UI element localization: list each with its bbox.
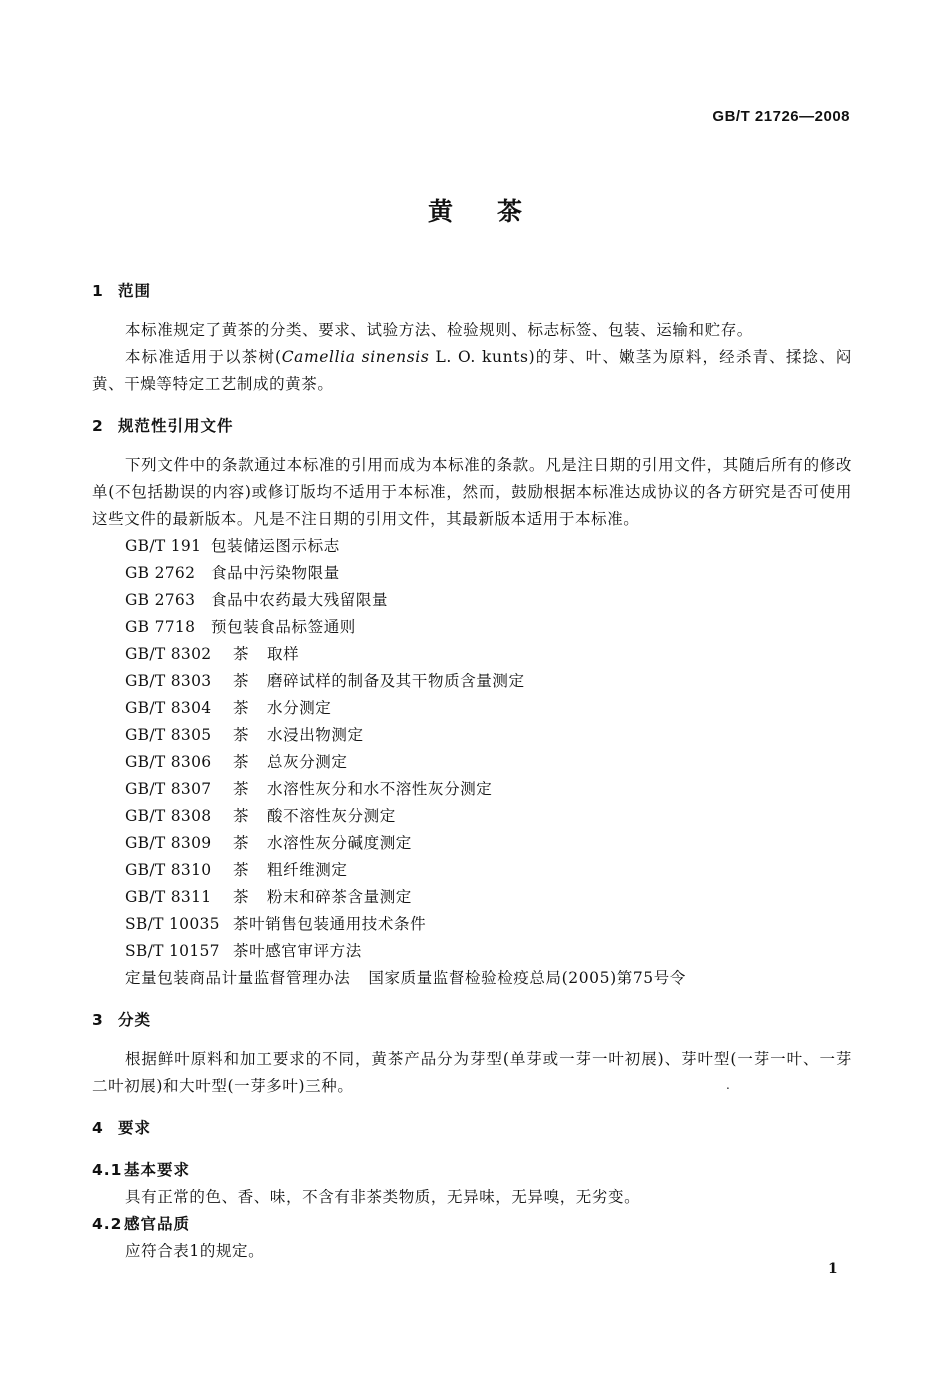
reference-item (125, 722, 852, 749)
reference-issuer: 国家质量监督检验检疫总局(2005)第75号令 (368, 969, 686, 987)
reference-code: GB 2762 (125, 564, 196, 582)
subsection-title: 感官品质 (124, 1215, 191, 1233)
reference-item (125, 749, 852, 776)
reference-name: 水溶性灰分和水不溶性灰分测定 (267, 780, 493, 798)
section-number: 4 (92, 1119, 104, 1137)
subsection-4-2-heading (92, 1211, 852, 1238)
reference-code: GB/T 8307 (125, 780, 212, 798)
reference-category: 茶 (233, 726, 249, 744)
reference-name: 茶叶销售包装通用技术条件 (233, 915, 427, 933)
section-title: 分类 (118, 1011, 152, 1029)
reference-item (125, 911, 852, 938)
scope-paragraph-1: 本标准规定了黄茶的分类、要求、试验方法、检验规则、标志标签、包装、运输和贮存。 (125, 321, 753, 339)
normative-reference-list (92, 533, 852, 965)
section-1-heading (92, 278, 852, 305)
reference-code: GB/T 8309 (125, 834, 212, 852)
scope-latin-name: Camellia sinensis (281, 348, 430, 366)
reference-name: 取样 (267, 645, 300, 663)
reference-name: 水浸出物测定 (267, 726, 364, 744)
reference-name: 水分测定 (267, 699, 332, 717)
reference-code: GB/T 8302 (125, 645, 212, 663)
reference-code: GB 2763 (125, 591, 196, 609)
page-number: 1 (828, 1261, 838, 1277)
reference-code: GB/T 8303 (125, 672, 212, 690)
reference-name: 食品中农药最大残留限量 (211, 591, 389, 609)
reference-name: 水溶性灰分碱度测定 (267, 834, 412, 852)
reference-item (125, 803, 852, 830)
document-body (92, 278, 852, 1265)
reference-code: GB/T 8310 (125, 861, 212, 879)
section-number: 1 (92, 282, 104, 300)
section-title: 要求 (118, 1119, 152, 1137)
reference-item (125, 560, 852, 587)
reference-category: 茶 (233, 861, 249, 879)
reference-item (125, 695, 852, 722)
reference-name: 酸不溶性灰分测定 (267, 807, 396, 825)
reference-code: GB/T 8308 (125, 807, 212, 825)
subsection-4-1-heading (92, 1157, 852, 1184)
section-2-heading (92, 413, 852, 440)
reference-item (125, 884, 852, 911)
reference-name: 总灰分测定 (267, 753, 348, 771)
reference-item (125, 668, 852, 695)
normative-intro-paragraph: 下列文件中的条款通过本标准的引用而成为本标准的条款。凡是注日期的引用文件，其随后所有的修改单(不包括勘误的内容)或修订版均不适用于本标准，然而，鼓励根据本标准达成协议的各方研究是否可使用这些文件的最新版本。凡是不注日期的引用文件，其最新版本适用于本标准。 (92, 456, 852, 528)
section-title: 范围 (118, 282, 152, 300)
stray-dot-mark: . (726, 1078, 730, 1092)
section-4-heading (92, 1115, 852, 1142)
reference-item (125, 614, 852, 641)
reference-category: 茶 (233, 672, 249, 690)
reference-name: 预包装食品标签通则 (211, 618, 356, 636)
reference-code: SB/T 10157 (125, 942, 220, 960)
reference-name: 磨碎试样的制备及其干物质含量测定 (267, 672, 525, 690)
section-number: 3 (92, 1011, 104, 1029)
reference-item (125, 776, 852, 803)
reference-code: GB/T 8306 (125, 753, 212, 771)
reference-category: 茶 (233, 645, 249, 663)
normative-reference-last (92, 965, 852, 992)
classification-paragraph: 根据鲜叶原料和加工要求的不同，黄茶产品分为芽型(单芽或一芽一叶初展)、芽叶型(一芽一叶、一芽二叶初展)和大叶型(一芽多叶)三种。 (92, 1050, 852, 1095)
reference-name: 粗纤维测定 (267, 861, 348, 879)
document-title: 黄茶 (427, 197, 566, 226)
subsection-number: 4.1 (92, 1161, 123, 1179)
scope-p2-after: L. O. kunts)的芽、叶、嫩茎为原料，经杀青、揉捻、闷黄、干燥等特定工艺制成的黄茶。 (92, 348, 852, 393)
reference-name: 定量包装商品计量监督管理办法 (125, 969, 351, 987)
reference-name: 粉末和碎茶含量测定 (267, 888, 412, 906)
reference-item (125, 965, 852, 992)
reference-code: SB/T 10035 (125, 915, 220, 933)
reference-category: 茶 (233, 699, 249, 717)
section-3-heading (92, 1007, 852, 1034)
reference-item (125, 533, 852, 560)
section-title: 规范性引用文件 (118, 417, 234, 435)
reference-category: 茶 (233, 888, 249, 906)
standard-number: GB/T 21726—2008 (712, 108, 850, 125)
reference-item (125, 641, 852, 668)
reference-name: 食品中污染物限量 (211, 564, 340, 582)
sensory-quality-paragraph: 应符合表1的规定。 (125, 1242, 265, 1260)
reference-category: 茶 (233, 780, 249, 798)
reference-category: 茶 (233, 807, 249, 825)
reference-category: 茶 (233, 834, 249, 852)
subsection-title: 基本要求 (124, 1161, 191, 1179)
reference-code: GB/T 8305 (125, 726, 212, 744)
reference-item (125, 938, 852, 965)
reference-code: GB/T 8304 (125, 699, 212, 717)
reference-code: GB 7718 (125, 618, 196, 636)
subsection-number: 4.2 (92, 1215, 123, 1233)
reference-code: GB/T 8311 (125, 888, 212, 906)
reference-category: 茶 (233, 753, 249, 771)
basic-requirements-paragraph: 具有正常的色、香、味，不含有非茶类物质，无异味，无异嗅，无劣变。 (125, 1188, 641, 1206)
reference-item (125, 830, 852, 857)
reference-name: 包装储运图示标志 (211, 537, 340, 555)
reference-item (125, 587, 852, 614)
reference-item (125, 857, 852, 884)
reference-code: GB/T 191 (125, 537, 202, 555)
scope-p2-before: 本标准适用于以茶树( (125, 348, 282, 366)
reference-name: 茶叶感官审评方法 (233, 942, 362, 960)
section-number: 2 (92, 417, 104, 435)
scope-paragraph-2 (92, 344, 852, 398)
